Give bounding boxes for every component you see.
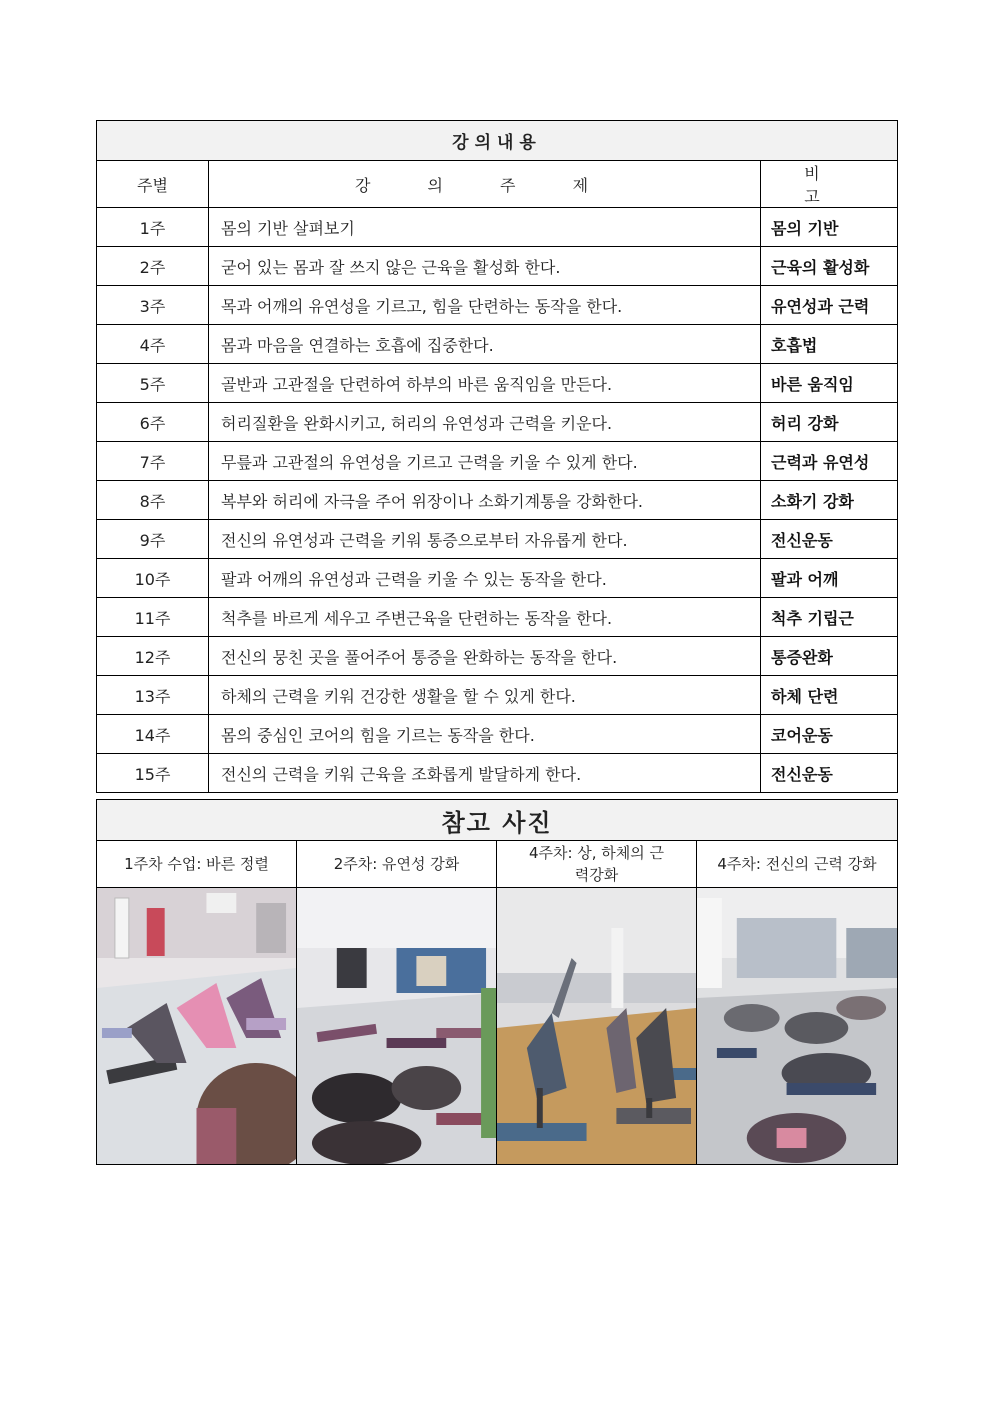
topic-cell: 척추를 바르게 세우고 주변근육을 단련하는 동작을 한다.: [209, 598, 761, 637]
week-cell: 7주: [97, 442, 209, 481]
table-row: [97, 598, 898, 637]
topic-cell: 하체의 근력을 키워 건강한 생활을 할 수 있게 한다.: [209, 676, 761, 715]
yoga-photo-2: [297, 888, 496, 1164]
curriculum-title-row: [97, 121, 898, 161]
table-row: [97, 481, 898, 520]
yoga-photo-4: [697, 888, 897, 1164]
note-cell: 하체 단련: [761, 676, 898, 715]
note-cell: 바른 움직임: [761, 364, 898, 403]
photo-table: [96, 799, 898, 1165]
week-cell: 11주: [97, 598, 209, 637]
topic-cell: 목과 어깨의 유연성을 기르고, 힘을 단련하는 동작을 한다.: [209, 286, 761, 325]
photo-caption-1: 1주차 수업: 바른 정렬: [97, 841, 297, 888]
topic-cell: 굳어 있는 몸과 잘 쓰지 않은 근육을 활성화 한다.: [209, 247, 761, 286]
week-cell: 4주: [97, 325, 209, 364]
table-row: [97, 325, 898, 364]
note-cell: 통증완화: [761, 637, 898, 676]
table-row: [97, 676, 898, 715]
topic-cell: 몸의 기반 살펴보기: [209, 208, 761, 247]
note-cell: 유연성과 근력: [761, 286, 898, 325]
note-cell: 허리 강화: [761, 403, 898, 442]
yoga-photo-1: [97, 888, 296, 1164]
note-cell: 소화기 강화: [761, 481, 898, 520]
curriculum-header-row: [97, 161, 898, 208]
topic-cell: 무릎과 고관절의 유연성을 기르고 근력을 키울 수 있게 한다.: [209, 442, 761, 481]
note-cell: 몸의 기반: [761, 208, 898, 247]
week-cell: 1주: [97, 208, 209, 247]
photo-cell-2: [297, 888, 497, 1165]
photo-title: 참고 사진: [97, 800, 898, 841]
week-cell: 6주: [97, 403, 209, 442]
header-note: 비 고: [761, 161, 898, 208]
topic-cell: 몸의 중심인 코어의 힘을 기르는 동작을 한다.: [209, 715, 761, 754]
note-cell: 코어운동: [761, 715, 898, 754]
topic-cell: 팔과 어깨의 유연성과 근력을 키울 수 있는 동작을 한다.: [209, 559, 761, 598]
week-cell: 5주: [97, 364, 209, 403]
photo-caption-3: 4주차: 상, 하체의 근력강화: [497, 841, 697, 888]
curriculum-title: 강의내용: [97, 121, 898, 161]
table-row: [97, 520, 898, 559]
note-cell: 전신운동: [761, 520, 898, 559]
week-cell: 12주: [97, 637, 209, 676]
week-cell: 14주: [97, 715, 209, 754]
topic-cell: 전신의 유연성과 근력을 키워 통증으로부터 자유롭게 한다.: [209, 520, 761, 559]
week-cell: 13주: [97, 676, 209, 715]
note-cell: 전신운동: [761, 754, 898, 793]
table-row: [97, 715, 898, 754]
week-cell: 3주: [97, 286, 209, 325]
note-cell: 팔과 어깨: [761, 559, 898, 598]
topic-cell: 골반과 고관절을 단련하여 하부의 바른 움직임을 만든다.: [209, 364, 761, 403]
photo-caption-2: 2주차: 유연성 강화: [297, 841, 497, 888]
topic-cell: 전신의 뭉친 곳을 풀어주어 통증을 완화하는 동작을 한다.: [209, 637, 761, 676]
photo-image-row: [97, 888, 898, 1165]
note-cell: 근육의 활성화: [761, 247, 898, 286]
photo-cell-3: [497, 888, 697, 1165]
table-row: [97, 754, 898, 793]
table-row: [97, 637, 898, 676]
topic-cell: 몸과 마음을 연결하는 호흡에 집중한다.: [209, 325, 761, 364]
header-week: 주별: [97, 161, 209, 208]
topic-cell: 복부와 허리에 자극을 주어 위장이나 소화기계통을 강화한다.: [209, 481, 761, 520]
photo-caption-4: 4주차: 전신의 근력 강화: [697, 841, 898, 888]
table-row: [97, 403, 898, 442]
week-cell: 9주: [97, 520, 209, 559]
table-row: [97, 559, 898, 598]
week-cell: 2주: [97, 247, 209, 286]
week-cell: 8주: [97, 481, 209, 520]
table-row: [97, 208, 898, 247]
photo-title-row: [97, 800, 898, 841]
photo-cell-1: [97, 888, 297, 1165]
curriculum-table: [96, 120, 898, 793]
topic-cell: 전신의 근력을 키워 근육을 조화롭게 발달하게 한다.: [209, 754, 761, 793]
note-cell: 근력과 유연성: [761, 442, 898, 481]
photo-caption-row: [97, 841, 898, 888]
yoga-photo-3: [497, 888, 696, 1164]
week-cell: 10주: [97, 559, 209, 598]
table-row: [97, 364, 898, 403]
table-row: [97, 442, 898, 481]
curriculum-body: [97, 208, 898, 793]
topic-cell: 허리질환을 완화시키고, 허리의 유연성과 근력을 키운다.: [209, 403, 761, 442]
photo-cell-4: [697, 888, 898, 1165]
note-cell: 호흡법: [761, 325, 898, 364]
table-row: [97, 247, 898, 286]
note-cell: 척추 기립근: [761, 598, 898, 637]
table-row: [97, 286, 898, 325]
week-cell: 15주: [97, 754, 209, 793]
header-topic: 강 의 주 제: [209, 161, 761, 208]
